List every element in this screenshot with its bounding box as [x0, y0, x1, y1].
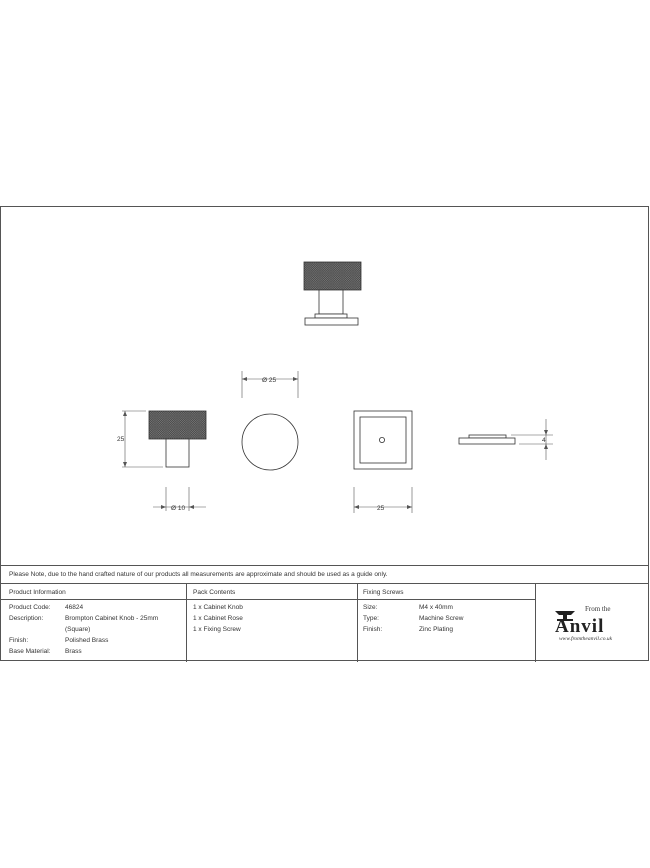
rose-front-view [354, 411, 412, 513]
divider [186, 583, 187, 662]
spindle-diameter-label: Ø 10 [171, 505, 186, 512]
row-value: Zinc Plating [419, 626, 453, 633]
knob-height-label: 25 [117, 436, 125, 443]
product-info-title: Product Information [9, 589, 66, 596]
divider [357, 583, 358, 662]
knob-side-view [117, 411, 206, 512]
row-label: Product Code: [9, 604, 51, 611]
disclaimer-note: Please Note, due to the hand crafted nature of our products all measurements are approximate and should be used as a guide only. [9, 571, 388, 578]
rose-side-view [459, 419, 553, 460]
knob-top-view [242, 371, 298, 470]
row-value: (Square) [65, 626, 91, 633]
row-label: Base Material: [9, 648, 51, 655]
row-value: Brompton Cabinet Knob - 25mm [65, 615, 159, 622]
rose-thickness-label: 4 [542, 437, 546, 444]
divider [1, 565, 648, 566]
pack-item: 1 x Cabinet Knob [193, 604, 243, 611]
row-value: Brass [65, 648, 82, 655]
anvil-logo [553, 605, 637, 645]
row-label: Finish: [9, 637, 29, 644]
knob-elevation-top [304, 262, 361, 325]
rose-width-label: 25 [377, 505, 385, 512]
row-label: Type: [363, 615, 379, 622]
row-label: Size: [363, 604, 378, 611]
divider [1, 599, 536, 600]
fixing-screws-title: Fixing Screws [363, 589, 404, 596]
row-value: Polished Brass [65, 637, 109, 644]
drawing-sheet [0, 206, 649, 661]
logo-url: www.fromtheanvil.co.uk [559, 636, 613, 642]
logo-from-the: From the [585, 605, 611, 613]
pack-item: 1 x Cabinet Rose [193, 615, 243, 622]
row-value: M4 x 40mm [419, 604, 453, 611]
divider [535, 583, 536, 662]
row-value: Machine Screw [419, 615, 464, 622]
top-diameter-label: Ø 25 [262, 377, 277, 384]
pack-contents-title: Pack Contents [193, 589, 236, 596]
row-label: Description: [9, 615, 44, 622]
technical-drawing [1, 207, 648, 567]
divider [1, 583, 648, 584]
pack-item: 1 x Fixing Screw [193, 626, 241, 633]
row-label: Finish: [363, 626, 383, 633]
logo-brand: Anvil [555, 616, 605, 637]
row-value: 46824 [65, 604, 84, 611]
